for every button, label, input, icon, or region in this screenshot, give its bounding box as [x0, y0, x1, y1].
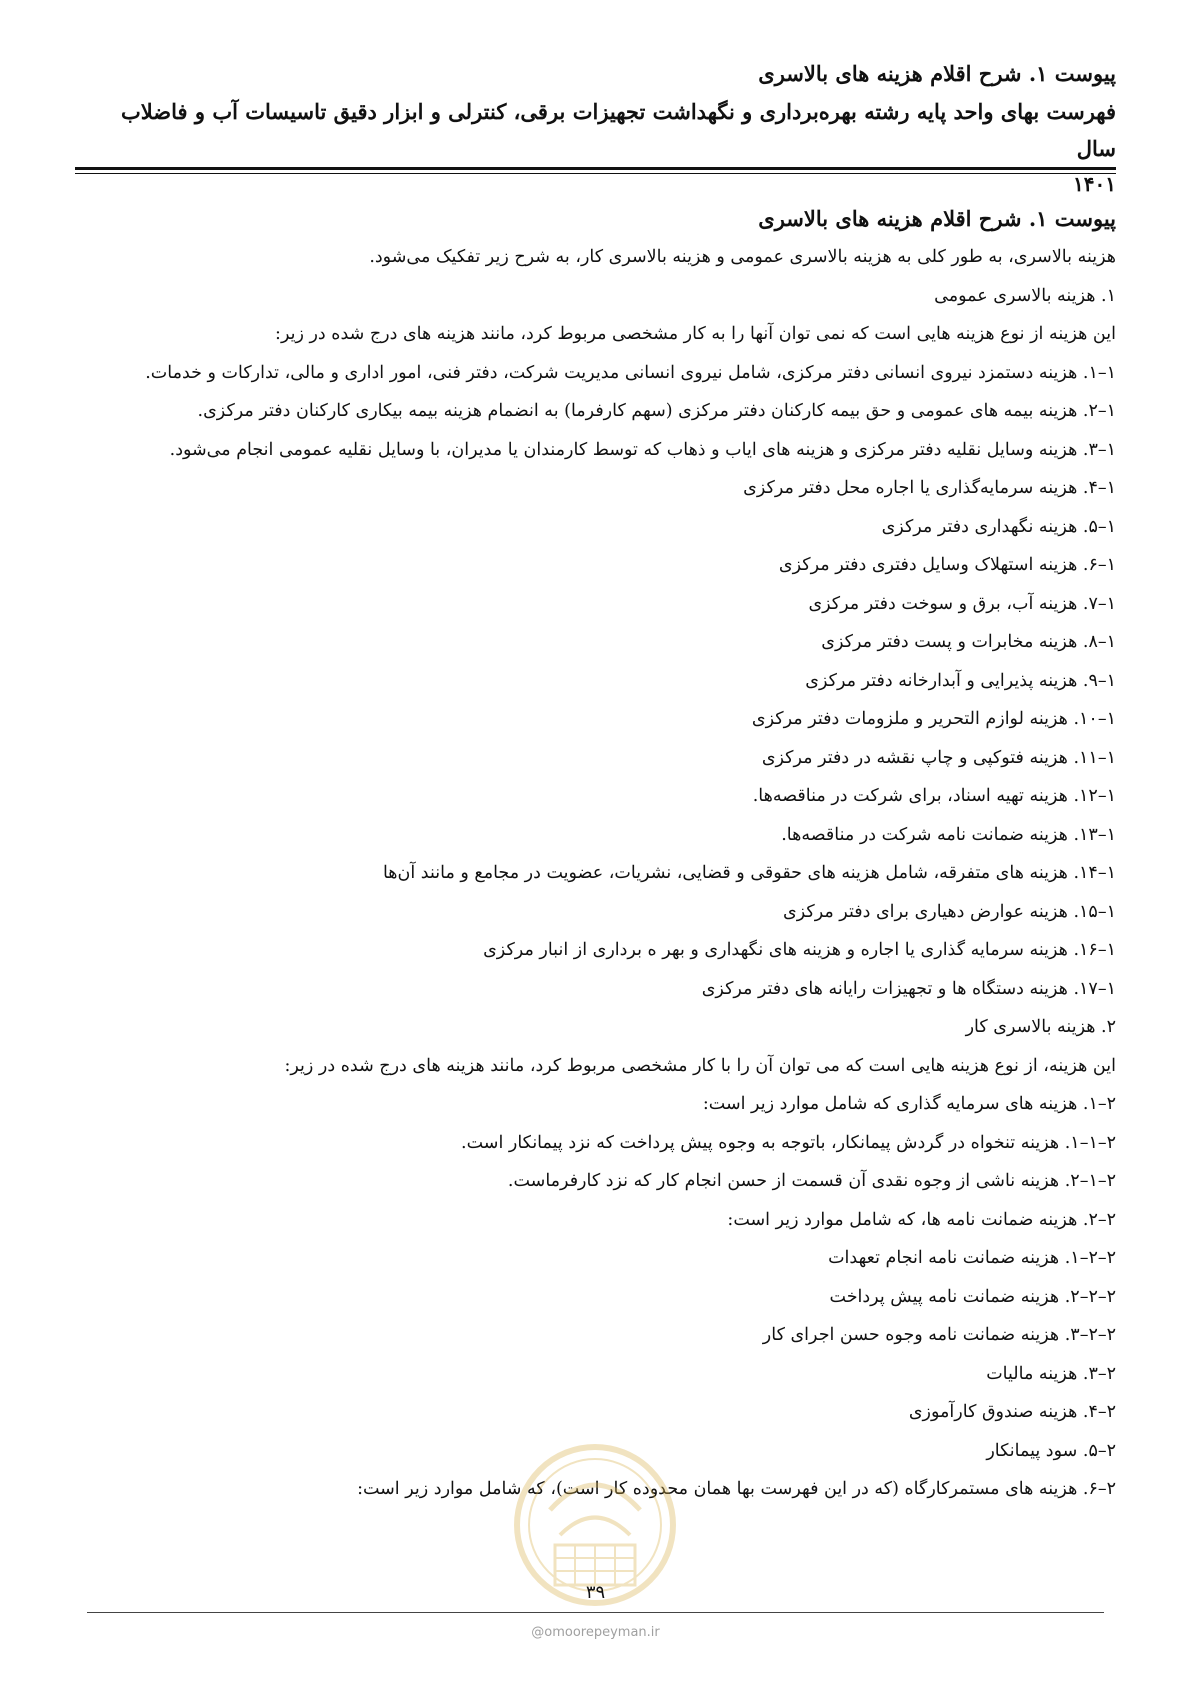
header-year: ۱۴۰۱ — [1073, 172, 1116, 196]
text-line: ۲–۲–۱. هزینه ضمانت نامه انجام تعهدات — [828, 1248, 1116, 1268]
text-line: ۲–۳. هزینه مالیات — [986, 1363, 1116, 1384]
text-line: این هزینه از نوع هزینه هایی است که نمی توان آنها را به کار مشخصی مربوط کرد، مانند هزینه های درج شده در زیر: — [275, 324, 1116, 344]
section-lines — [130, 238, 1116, 1509]
text-line: ۱–۱. هزینه دستمزد نیروی انسانی دفتر مرکزی، شامل نیروی انسانی مدیریت شرکت، دفتر فنی، امور اداری و مالی، تدارکات و خدمات. — [145, 362, 1116, 383]
text-line: ۱–۶. هزینه استهلاک وسایل دفتری دفتر مرکزی — [778, 555, 1116, 575]
text-line: ۱–۷. هزینه آب، برق و سوخت دفتر مرکزی — [808, 593, 1116, 614]
text-line: ۱–۱۲. هزینه تهیه اسناد، برای شرکت در مناقصه‌ها. — [752, 786, 1116, 806]
text-line: ۲–۵. سود پیمانکار — [986, 1440, 1116, 1461]
text-line: ۱. هزینه بالاسری عمومی — [934, 285, 1116, 306]
watermark-url: @omoorepeyman.ir — [531, 1625, 660, 1640]
text-line: ۲–۲. هزینه ضمانت نامه ها، که شامل موارد زیر است: — [727, 1209, 1116, 1230]
header-rule-thin — [75, 173, 1116, 174]
text-line: ۱–۱۴. هزینه های متفرقه، شامل هزینه های حقوقی و قضایی، نشریات، عضویت در مجامع و مانند آن‌ها — [382, 863, 1116, 883]
text-line: ۱–۱۷. هزینه دستگاه ها و تجهیزات رایانه های دفتر مرکزی — [701, 978, 1116, 999]
text-line: ۱–۸. هزینه مخابرات و پست دفتر مرکزی — [821, 632, 1116, 652]
text-line: ۲–۶. هزینه های مستمرکارگاه (که در این فهرست بها همان محدوده کار است)، که شامل موارد زیر است: — [357, 1479, 1116, 1499]
text-line: ۱–۱۰. هزینه لوازم التحریر و ملزومات دفتر مرکزی — [751, 709, 1116, 729]
text-line: ۱–۱۶. هزینه سرمایه گذاری یا اجاره و هزینه های نگهداری و بهر ه برداری از انبار مرکزی — [483, 940, 1116, 960]
document-body — [130, 200, 1116, 1509]
text-line: ۲–۲–۳. هزینه ضمانت نامه وجوه حسن اجرای کار — [762, 1325, 1116, 1345]
text-line: ۱–۱۳. هزینه ضمانت نامه شرکت در مناقصه‌ها. — [781, 824, 1116, 845]
text-line: ۲–۲–۲. هزینه ضمانت نامه پیش پرداخت — [829, 1286, 1116, 1307]
footer-rule — [87, 1612, 1104, 1613]
header-subtitle: فهرست بهای واحد پایه رشته بهره‌برداری و نگهداشت تجهیزات برقی، کنترلی و ابزار دقیق تاسیسات آب و فاضلاب سال — [120, 99, 1116, 161]
text-line: ۱–۱۵. هزینه عوارض دهیاری برای دفتر مرکزی — [783, 901, 1116, 922]
header-rule-thick — [75, 167, 1116, 170]
text-line: ۲. هزینه بالاسری کار — [965, 1017, 1116, 1037]
text-line: ۱–۴. هزینه سرمایه‌گذاری یا اجاره محل دفتر مرکزی — [743, 478, 1116, 498]
text-line: ۲–۱–۲. هزینه ناشی از وجوه نقدی آن قسمت از حسن انجام کار که نزد کارفرماست. — [507, 1171, 1116, 1191]
text-line: ۱–۲. هزینه بیمه های عمومی و حق بیمه کارکنان دفتر مرکزی (سهم کارفرما) به انضمام هزینه بیمه بیکاری کارکنان دفتر مرکزی. — [197, 401, 1116, 421]
page-number: ۳۹ — [585, 1582, 606, 1603]
header-title: پیوست ۱. شرح اقلام هزینه های بالاسری — [758, 61, 1116, 86]
page-header — [75, 55, 1116, 201]
text-line: ۲–۱–۱. هزینه تنخواه در گردش پیمانکار، باتوجه به وجوه پیش پرداخت که نزد پیمانکار است. — [461, 1132, 1116, 1153]
text-line: ۱–۳. هزینه وسایل نقلیه دفتر مرکزی و هزینه های ایاب و ذهاب که توسط کارمندان یا مدیران، با وسایل نقلیه عمومی انجام می‌شود. — [169, 439, 1116, 460]
section-title: پیوست ۱. شرح اقلام هزینه های بالاسری — [758, 206, 1116, 231]
text-line: ۲–۱. هزینه های سرمایه گذاری که شامل موارد زیر است: — [702, 1094, 1116, 1114]
text-line: ۱–۹. هزینه پذیرایی و آبدارخانه دفتر مرکزی — [805, 670, 1116, 691]
text-line: ۲–۴. هزینه صندوق کارآموزی — [908, 1402, 1116, 1422]
text-line: این هزینه، از نوع هزینه هایی است که می توان آن را با کار مشخصی مربوط کرد، مانند هزینه های درج شده در زیر: — [284, 1055, 1116, 1076]
text-line: ۱–۱۱. هزینه فتوکپی و چاپ نقشه در دفتر مرکزی — [761, 747, 1116, 768]
text-line: ۱–۵. هزینه نگهداری دفتر مرکزی — [881, 516, 1116, 537]
text-line: هزینه بالاسری، به طور کلی به هزینه بالاسری عمومی و هزینه بالاسری کار، به شرح زیر تفکیک می‌شود. — [369, 247, 1116, 267]
